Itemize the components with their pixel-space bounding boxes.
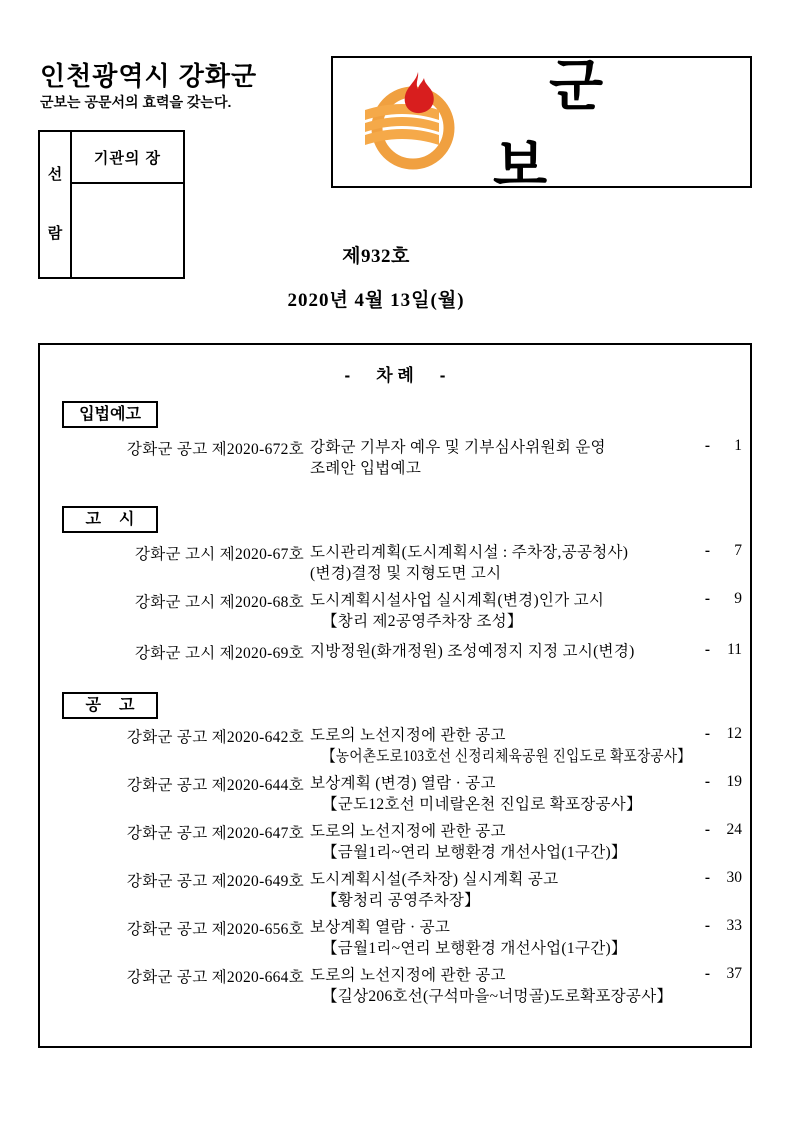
masthead-box [331,54,752,197]
toc-entry-title: 보상계획 열람 · 공고 【금월1리~연리 보행환경 개선사업(1구간)】 [310,917,680,959]
section-label: 고시 [62,506,158,533]
toc-entry[interactable] [40,917,750,959]
toc-entry-page-number: 24 [726,821,742,838]
stamp-left-label-line1: 선 [47,166,63,183]
toc-entry-subtitle: 【군도12호선 미네랄온천 진입로 확포장공사】 [322,796,642,813]
toc-entry-document-number: 강화군 공고 제2020-664호 [126,969,304,986]
gazette-title: 군보 [493,54,660,197]
toc-entry-title-line2: 조례안 입법예고 [310,460,422,477]
toc-entry-subtitle: 【창리 제2공영주차장 조성】 [322,613,523,630]
toc-entry-title: 보상계획 (변경) 열람 · 공고 【군도12호선 미네랄온천 진입로 확포장공사】 [310,773,680,815]
toc-entry-subtitle: 【길상206호선(구석마을~너멍골)도로확포장공사】 [322,988,673,1005]
toc-entry-title: 지방정원(화개정원) 조성예정지 지정 고시(변경) [310,643,635,660]
toc-entry-subtitle: 【금월1리~연리 보행환경 개선사업(1구간)】 [322,940,627,957]
ganghwa-emblem-flame-icon [355,66,467,178]
toc-entry-title: 강화군 기부자 예우 및 기부심사위원회 운영 조례안 입법예고 [310,437,680,479]
toc-entry-page-number: 37 [726,965,742,982]
toc-entry-dash: - [704,869,710,886]
tagline: 군보는 공문서의 효력을 갖는다. [40,94,232,110]
toc-entry[interactable] [40,725,750,767]
toc-entry-subtitle: 【농어촌도로103호선 신정리체육공원 진입도로 확포장공사】 [322,748,692,765]
toc-heading-text: 차 례 [376,366,414,385]
toc-entry[interactable] [40,641,750,665]
toc-entry[interactable] [40,965,750,1007]
page-title: 인천광역시 강화군 [40,61,258,91]
toc-entry[interactable] [40,773,750,815]
toc-entry-page-number: 9 [734,590,742,607]
toc-entry-document-number: 강화군 고시 제2020-68호 [134,594,304,611]
toc-entry-document-number: 강화군 공고 제2020-649호 [126,873,304,890]
issue-number: 제932호 [342,246,410,267]
toc-entry[interactable] [40,869,750,911]
toc-entry-document-number: 강화군 공고 제2020-656호 [126,921,304,938]
toc-entry-title: 도시관리계획(도시계획시설 : 주차장,공공청사) (변경)결정 및 지형도면 고시 [310,542,680,584]
toc-heading-dash-right: - [439,366,446,385]
toc-entry-dash: - [704,641,710,658]
toc-heading-dash-left: - [344,366,351,385]
toc-entry-page-number: 33 [726,917,742,934]
stamp-left-label-line2: 람 [47,224,63,242]
toc-heading [40,361,750,386]
toc-entry-document-number: 강화군 고시 제2020-67호 [134,546,304,563]
toc-entry-subtitle: 【금월1리~연리 보행환경 개선사업(1구간)】 [322,844,627,861]
toc-section [40,506,750,665]
toc-entry[interactable] [40,437,750,479]
toc-entry-dash: - [704,917,710,934]
toc-entry-page-number: 11 [727,641,742,658]
toc-entry-dash: - [704,542,710,559]
toc-entry-page-number: 7 [734,542,742,559]
toc-entry-title: 도시계획시설(주차장) 실시계획 공고 【황청리 공영주차장】 [310,869,680,911]
section-label: 공고 [62,692,158,719]
toc-entry-page-number: 30 [726,869,742,886]
toc-entry-document-number: 강화군 공고 제2020-647호 [126,825,304,842]
issue-date: 2020년 4월 13일(월) [287,290,465,311]
toc-entry[interactable] [40,590,750,632]
toc-entry-page-number: 12 [726,725,742,742]
toc-entry-title: 도로의 노선지정에 관한 공고 【길상206호선(구석마을~너멍골)도로확포장공사】 [310,965,680,1007]
toc-entry[interactable] [40,542,750,584]
toc-entry-document-number: 강화군 공고 제2020-672호 [126,441,304,458]
toc-entry-title: 도시계획시설사업 실시계획(변경)인가 고시 【창리 제2공영주차장 조성】 [310,590,680,632]
toc-entry[interactable] [40,821,750,863]
toc-entry-page-number: 19 [726,773,742,790]
toc-entry-dash: - [704,773,710,790]
section-label: 입법예고 [62,401,158,428]
stamp-head-label: 기관의 장 [72,132,183,184]
toc-entry-dash: - [704,965,710,982]
toc-section [40,401,750,479]
toc-entry-document-number: 강화군 공고 제2020-642호 [126,729,304,746]
toc-entry-subtitle: 【황청리 공영주차장】 [322,892,480,909]
toc-entry-dash: - [704,725,710,742]
toc-entry-title: 도로의 노선지정에 관한 공고 【금월1리~연리 보행환경 개선사업(1구간)】 [310,821,680,863]
toc-entry-dash: - [704,590,710,607]
toc-section [40,692,750,1007]
toc-content [40,401,750,1007]
toc-entry-dash: - [704,821,710,838]
toc-entry-page-number: 1 [734,437,742,454]
toc-entry-dash: - [704,437,710,454]
toc-entry-document-number: 강화군 고시 제2020-69호 [134,645,304,662]
toc-entry-title-line2: (변경)결정 및 지형도면 고시 [310,565,502,582]
toc-entry-title: 도로의 노선지정에 관한 공고 【농어촌도로103호선 신정리체육공원 진입도로 확포장공사】 [310,727,692,765]
table-of-contents [38,343,752,1048]
toc-entry-document-number: 강화군 공고 제2020-644호 [126,777,304,794]
